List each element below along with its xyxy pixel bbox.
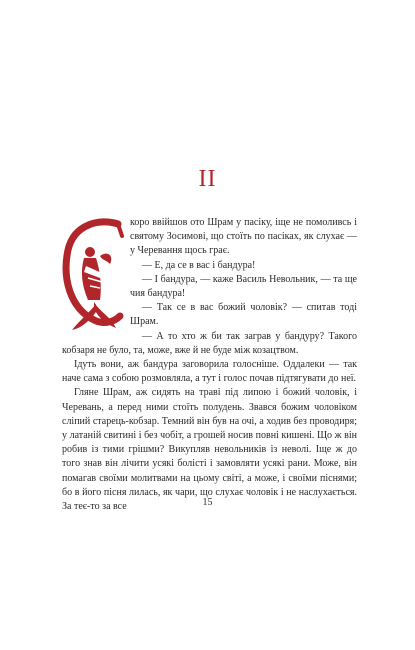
paragraph: — Е, да се в вас і бандура! <box>142 259 256 271</box>
chapter-number: II <box>198 166 217 192</box>
page-number: 15 <box>202 497 213 508</box>
paragraph: Гляне Шрам, аж сидять на траві під липою і божий чоловік, і Черевань, а перед ними стоїть полудень. Звався божим чоловіком сліпий старець-кобзар. Темний він був на очі, а ходив без проводиря; у латаній свитині і без чобіт, а грошей носив повні кишені. Що ж він робив із тими грішми? Викупляв невольників із неволі. Іще ж до того знав він лічити усякі болісті і замовляти усякі рани. Може, він помагав своїми молитвами на цьому світі, а може, і своїми піснями; бо в його пісня лилась, як чари, що слухає чоловік і не наслухається. За теє-то за все <box>62 387 357 513</box>
body-text <box>62 216 357 514</box>
paragraph: — Так се в вас божий чоловік? — спитав тоді Шрам. <box>130 302 357 328</box>
drop-cap-illustration <box>60 216 126 334</box>
paragraph: — І бандура, — каже Василь Невольник, — та ще чия бандура! <box>130 273 357 300</box>
paragraph: Ідуть вони, аж бандура заговорила голосніше. Оддалеки — так наче сама з собою розмовляла, а тут і голос почав підтягувати до неї. <box>62 359 357 385</box>
paragraph: коро ввійшов ото Шрам у пасіку, іще не помоливсь і святому Зосимові, що стоїть по пасіках, як слухає — у Черевання щось грає. <box>130 217 357 257</box>
paragraph: — А то хто ж би так заграв у бандуру? Такого кобзаря не було, та, може, вже й не буде між козацтвом. <box>62 330 357 356</box>
